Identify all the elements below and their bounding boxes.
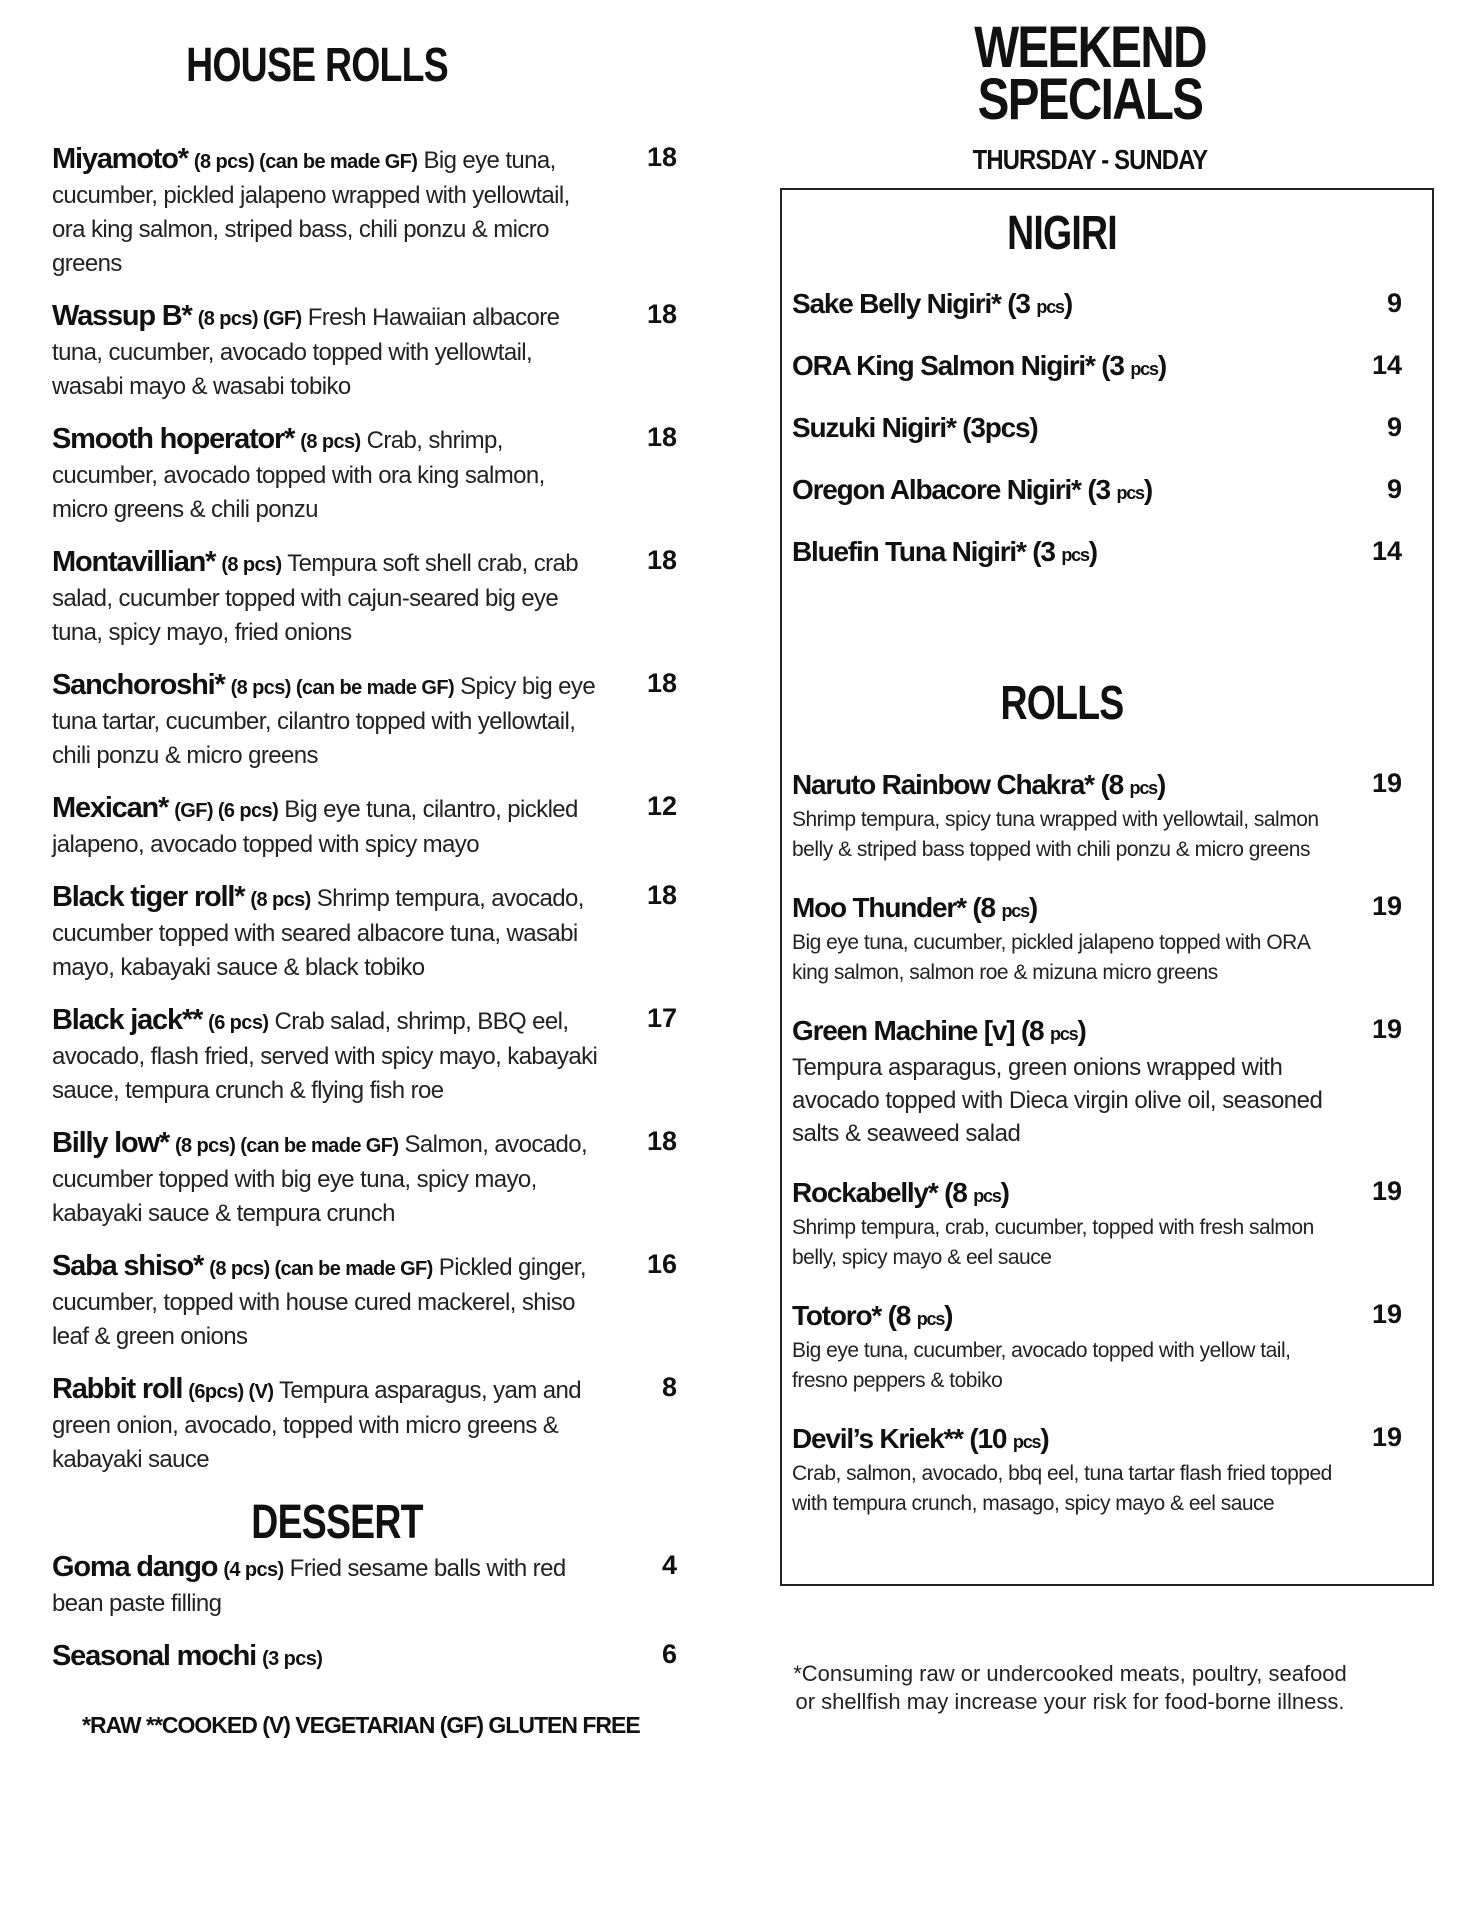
- item-price: 14: [1371, 536, 1402, 566]
- roll-item: [792, 1014, 1402, 1150]
- roll-item: [792, 1176, 1402, 1273]
- item-description: Crab, shrimp, cucumber, avocado topped with ora king salmon, micro greens & chili ponzu: [52, 427, 545, 523]
- item-name: Moo Thunder* (8 pcs): [792, 892, 1038, 923]
- item-description: Crab, salmon, avocado, bbq eel, tuna tartar flash fried topped with tempura crunch, masago, spicy mayo & eel sauce: [792, 1462, 1332, 1515]
- item-price: 19: [1371, 1299, 1402, 1329]
- item-name: Montavillian*: [52, 546, 216, 578]
- item-name: Seasonal mochi: [52, 1640, 256, 1672]
- item-qualifier: (8 pcs): [300, 431, 361, 453]
- item-name: Green Machine [v] (8 pcs): [792, 1015, 1086, 1046]
- item-name: Rockabelly* (8 pcs): [792, 1177, 1009, 1208]
- rolls-title: ROLLS: [1000, 677, 1124, 730]
- item-description: Spicy big eye tuna tartar, cucumber, cilantro topped with yellowtail, chili ponzu & micro greens: [52, 673, 596, 769]
- item-name: Suzuki Nigiri* (3pcs): [792, 412, 1038, 443]
- item-price: 18: [646, 668, 677, 698]
- item-name: Smooth hoperator*: [52, 423, 295, 455]
- item-price: 19: [1371, 768, 1402, 798]
- nigiri-item: [792, 288, 1402, 350]
- item-description: Big eye tuna, cucumber, pickled jalapeno topped with ORA king salmon, salmon roe & mizuna micro greens: [792, 931, 1310, 984]
- nigiri-item: [792, 474, 1402, 536]
- item-price: 18: [646, 545, 677, 575]
- item-qualifier: (6 pcs): [208, 1012, 269, 1034]
- item-name: Black tiger roll*: [52, 881, 245, 913]
- nigiri-item: [792, 412, 1402, 474]
- item-name: Mexican*: [52, 792, 169, 824]
- menu-item: [52, 142, 677, 281]
- menu-item: [52, 299, 677, 404]
- title-line-2: SPECIALS: [977, 67, 1203, 132]
- item-name: ORA King Salmon Nigiri* (3 pcs): [792, 350, 1166, 381]
- item-price: 18: [646, 142, 677, 172]
- menu-item: [52, 668, 677, 773]
- house-rolls-title: HOUSE ROLLS: [186, 39, 448, 92]
- days-subtitle: THURSDAY - SUNDAY: [972, 144, 1208, 175]
- item-qualifier: (GF) (6 pcs): [174, 800, 279, 822]
- weekend-specials-title: [836, 15, 1344, 132]
- house-rolls-list: [52, 142, 677, 1694]
- menu-item: [52, 1003, 677, 1108]
- item-description: Big eye tuna, cucumber, pickled jalapeno wrapped with yellowtail, ora king salmon, striped bass, chili ponzu & micro greens: [52, 147, 570, 277]
- menu-item: [52, 1249, 677, 1354]
- item-price: 14: [1371, 350, 1402, 380]
- menu-item: [52, 1126, 677, 1231]
- dessert-title: DESSERT: [251, 1496, 423, 1549]
- health-warning: *Consuming raw or undercooked meats, poultry, seafood or shellfish may increase your risk for food-borne illness.: [793, 1661, 1347, 1714]
- dessert-item: [52, 1550, 677, 1621]
- dessert-item: [52, 1639, 677, 1676]
- item-name: Oregon Albacore Nigiri* (3 pcs): [792, 474, 1152, 505]
- item-price: 18: [646, 880, 677, 910]
- item-qualifier: (4 pcs): [223, 1559, 284, 1581]
- item-name: Sanchoroshi*: [52, 669, 225, 701]
- item-description: Shrimp tempura, avocado, cucumber topped with seared albacore tuna, wasabi mayo, kabayaki sauce & black tobiko: [52, 885, 584, 981]
- item-description: Tempura soft shell crab, crab salad, cucumber topped with cajun-seared big eye tuna, spicy mayo, fried onions: [52, 550, 578, 646]
- specials-box: [780, 188, 1434, 1586]
- item-description: Pickled ginger, cucumber, topped with house cured mackerel, shiso leaf & green onions: [52, 1254, 586, 1350]
- item-name: Bluefin Tuna Nigiri* (3 pcs): [792, 536, 1097, 567]
- item-price: 18: [646, 422, 677, 452]
- item-description: Big eye tuna, cucumber, avocado topped with yellow tail, fresno peppers & tobiko: [792, 1339, 1291, 1392]
- nigiri-list: [792, 288, 1402, 598]
- item-qualifier: (8 pcs): [250, 889, 311, 911]
- item-name: Black jack**: [52, 1004, 203, 1036]
- item-price: 19: [1371, 1176, 1402, 1206]
- item-description: Fried sesame balls with red bean paste filling: [52, 1555, 566, 1617]
- item-price: 4: [661, 1550, 677, 1580]
- menu-item: [52, 545, 677, 650]
- nigiri-title: NIGIRI: [1007, 207, 1117, 260]
- roll-item: [792, 768, 1402, 865]
- item-price: 19: [1371, 1422, 1402, 1452]
- item-description: Tempura asparagus, yam and green onion, avocado, topped with micro greens & kabayaki sauce: [52, 1377, 581, 1473]
- roll-item: [792, 891, 1402, 988]
- item-qualifier: (6pcs) (V): [188, 1381, 274, 1403]
- item-price: 19: [1371, 1014, 1402, 1044]
- item-name: Miyamoto*: [52, 143, 188, 175]
- item-name: Totoro* (8 pcs): [792, 1300, 953, 1331]
- nigiri-item: [792, 536, 1402, 598]
- menu-item: [52, 1372, 677, 1477]
- item-description: Shrimp tempura, spicy tuna wrapped with yellowtail, salmon belly & striped bass topped with chili ponzu & micro greens: [792, 808, 1319, 861]
- item-name: Billy low*: [52, 1127, 169, 1159]
- item-qualifier: (8 pcs) (can be made GF): [209, 1258, 433, 1280]
- item-price: 8: [661, 1372, 677, 1402]
- item-price: 12: [646, 791, 677, 821]
- item-price: 16: [646, 1249, 677, 1279]
- item-qualifier: (8 pcs) (GF): [197, 308, 302, 330]
- item-name: Devil’s Kriek** (10 pcs): [792, 1423, 1049, 1454]
- item-price: 19: [1371, 891, 1402, 921]
- title-line-1: WEEKEND: [974, 15, 1206, 80]
- item-description: Shrimp tempura, crab, cucumber, topped with fresh salmon belly, spicy mayo & eel sauce: [792, 1216, 1314, 1269]
- item-price: 6: [661, 1639, 677, 1669]
- item-description: Crab salad, shrimp, BBQ eel, avocado, flash fried, served with spicy mayo, kabayaki sauce, tempura crunch & flying fish roe: [52, 1008, 598, 1104]
- item-name: Wassup B*: [52, 300, 192, 332]
- item-price: 18: [646, 1126, 677, 1156]
- item-description: Fresh Hawaiian albacore tuna, cucumber, avocado topped with yellowtail, wasabi mayo & wasabi tobiko: [52, 304, 560, 400]
- item-name: Goma dango: [52, 1551, 218, 1583]
- item-name: Saba shiso*: [52, 1250, 204, 1282]
- item-qualifier: (8 pcs) (can be made GF): [230, 677, 455, 699]
- nigiri-item: [792, 350, 1402, 412]
- item-price: 9: [1386, 288, 1402, 318]
- item-price: 18: [646, 299, 677, 329]
- menu-item: [52, 791, 677, 862]
- menu-item: [52, 880, 677, 985]
- rolls-list: [792, 768, 1402, 1545]
- item-price: 17: [646, 1003, 677, 1033]
- item-name: Naruto Rainbow Chakra* (8 pcs): [792, 769, 1166, 800]
- menu-item: [52, 422, 677, 527]
- item-price: 9: [1386, 474, 1402, 504]
- roll-item: [792, 1422, 1402, 1519]
- legend: *RAW **COOKED (V) VEGETARIAN (GF) GLUTEN FREE: [82, 1712, 640, 1738]
- item-qualifier: (3 pcs): [262, 1648, 323, 1670]
- roll-item: [792, 1299, 1402, 1396]
- item-description: Tempura asparagus, green onions wrapped with avocado topped with Dieca virgin olive oil, seasoned salts & seaweed salad: [792, 1054, 1323, 1147]
- item-description: Salmon, avocado, cucumber topped with big eye tuna, spicy mayo, kabayaki sauce & tempura crunch: [52, 1131, 588, 1227]
- item-name: Rabbit roll: [52, 1373, 183, 1405]
- item-price: 9: [1386, 412, 1402, 442]
- item-qualifier: (8 pcs) (can be made GF): [193, 151, 418, 173]
- item-description: Big eye tuna, cilantro, pickled jalapeno, avocado topped with spicy mayo: [52, 796, 578, 858]
- item-name: Sake Belly Nigiri* (3 pcs): [792, 288, 1072, 319]
- item-qualifier: (8 pcs) (can be made GF): [175, 1135, 399, 1157]
- item-qualifier: (8 pcs): [221, 554, 282, 576]
